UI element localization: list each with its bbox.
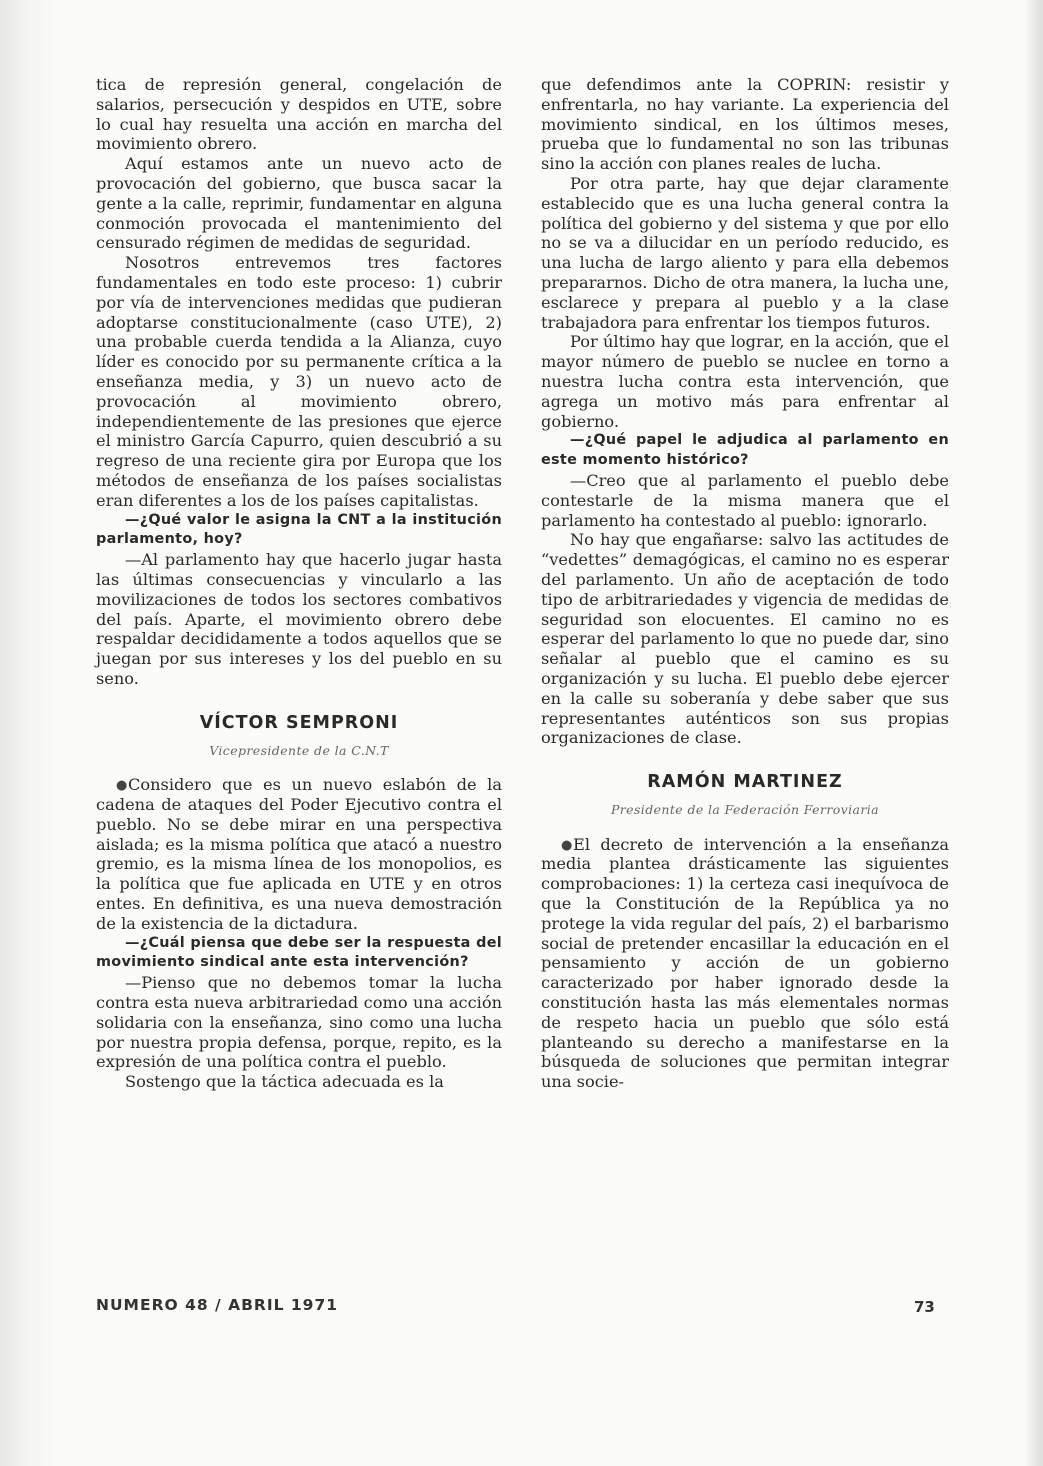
paragraph <box>96 775 502 933</box>
paragraph: No hay que engañarse: salvo las actitudes de “vedettes” demagógicas, el camino no es esperar del parlamento. Un año de aceptación de todo tipo de arbitrariedades y vigencia de medidas de seguridad son elocuentes. El camino no es esperar del parlamento lo que no puede dar, sino señalar al pueblo que el camino es su organización y su lucha. El pueblo debe ejercer en la calle su soberanía y debe saber que sus representantes auténticos son sus propias organizaciones de clase. <box>541 530 949 748</box>
paragraph: —Creo que al parlamento el pueblo debe contestarle de la misma manera que el parlamento ha contestado al pueblo: ignorarlo. <box>541 470 949 530</box>
paragraph: Por último hay que lograr, en la acción, que el mayor número de pueblo se nuclee en torno a nuestra lucha contra esta intervención, que agrega un motivo más para enfrentar al gobierno. <box>541 332 949 431</box>
paragraph: que defendimos ante la COPRIN: resistir y enfrentarla, no hay variante. La experiencia del movimiento sindical, en los últimos meses, prueba que lo fundamental no son las tribunas sino la acción con planes reales de lucha. <box>541 75 949 174</box>
interview-question: —¿Cuál piensa que debe ser la respuesta del movimiento sindical ante esta intervención? <box>96 934 502 971</box>
interviewee-name: VÍCTOR SEMPRONI <box>199 712 399 733</box>
bullet-icon: ● <box>116 778 128 794</box>
scan-shadow-right <box>1023 0 1043 1466</box>
paragraph: —Al parlamento hay que hacerlo jugar hasta las últimas consecuencias y vincularlo a las movilizaciones de todos los sectores combativos del país. Aparte, el movimiento obrero debe respaldar decididamente a todos aquellos que se juegan por sus intereses y los del pueblo en su seno. <box>96 550 502 688</box>
interviewee-role: Presidente de la Federación Ferroviaria <box>611 801 879 817</box>
interview-question: —¿Qué valor le asigna la CNT a la institución parlamento, hoy? <box>96 511 502 548</box>
paragraph: tica de represión general, congelación de salarios, persecución y despidos en UTE, sobre lo cual hay resuelta una acción en marcha del movimiento obrero. <box>96 75 502 154</box>
interview-question: —¿Qué papel le adjudica al parlamento en este momento histórico? <box>541 432 949 469</box>
interviewee-name: RAMÓN MARTINEZ <box>647 772 843 793</box>
paragraph: Nosotros entrevemos tres factores fundamentales en todo este proceso: 1) cubrir por vía de intervenciones medidas que pudieran adoptarse constitucionalmente (caso UTE), 2) una probable cuerda tendida a la Alianza, cuyo líder es conocido por su permanente crítica a la enseñanza media, y 3) un nuevo acto de provocación al movimiento obrero, independientemente de las presiones que ejerce el ministro García Capurro, quien descubrió a su regreso de una reciente gira por Europa que los métodos de enseñanza de los países socialistas eran diferentes a los de los países capitalistas. <box>96 253 502 510</box>
left-column <box>96 75 502 1092</box>
paragraph: Por otra parte, hay que dejar claramente establecido que es una lucha general contra la política del gobierno y del sistema y que por ello no se va a dilucidar en un período reducido, es una lucha de largo aliento y para ella debemos prepararnos. Dicho de otra manera, la lucha une, esclarece y prepara al pueblo y a la clase trabajadora para enfrentar los tiempos futuros. <box>541 173 949 332</box>
right-column <box>541 75 949 1092</box>
paragraph-text: Considero que es un nuevo eslabón de la cadena de ataques del Poder Ejecutivo contra el pueblo. No se debe mirar en una perspectiva aislada; es la misma política que atacó a nuestro gremio, es la misma línea de los monopolios, es la política que fue aplicada en UTE y en otros entes. En definitiva, es una nueva demostración de la existencia de la dictadura. <box>96 775 502 933</box>
interviewee-role: Vicepresidente de la C.N.T <box>209 742 389 758</box>
paragraph-text: El decreto de intervención a la enseñanza media plantea drásticamente las siguientes comprobaciones: 1) la certeza casi inequívoca de que la Constitución de la República ya no protege la vida regular del país, 2) el barbarismo social de pretender encasillar la educación en el pensamiento y acción de un gobierno caracterizado por haber ignorado desde la constitución hasta las más elementales normas de respeto hacia un pueblo que sólo está planteando su derecho a manifestarse en la búsqueda de soluciones que permitan integrar una socie- <box>541 834 949 1092</box>
issue-footer: NUMERO 48 / ABRIL 1971 <box>96 1296 339 1314</box>
paragraph <box>541 835 949 1092</box>
paragraph: —Pienso que no debemos tomar la lucha contra esta nueva arbitrariedad como una acción solidaria con la enseñanza, sino como una lucha por nuestra propia defensa, porque, repito, es la expresión de una política contra el pueblo. <box>96 973 502 1072</box>
paragraph: Aquí estamos ante un nuevo acto de provocación del gobierno, que busca sacar la gente a la calle, reprimir, fundamentar en alguna conmoción provocada el mantenimiento del censurado régimen de medidas de seguridad. <box>96 154 502 253</box>
bullet-icon: ● <box>561 837 573 853</box>
page-number: 73 <box>914 1298 935 1316</box>
paragraph: Sostengo que la táctica adecuada es la <box>125 1072 444 1092</box>
scan-shadow-left <box>0 0 60 1466</box>
